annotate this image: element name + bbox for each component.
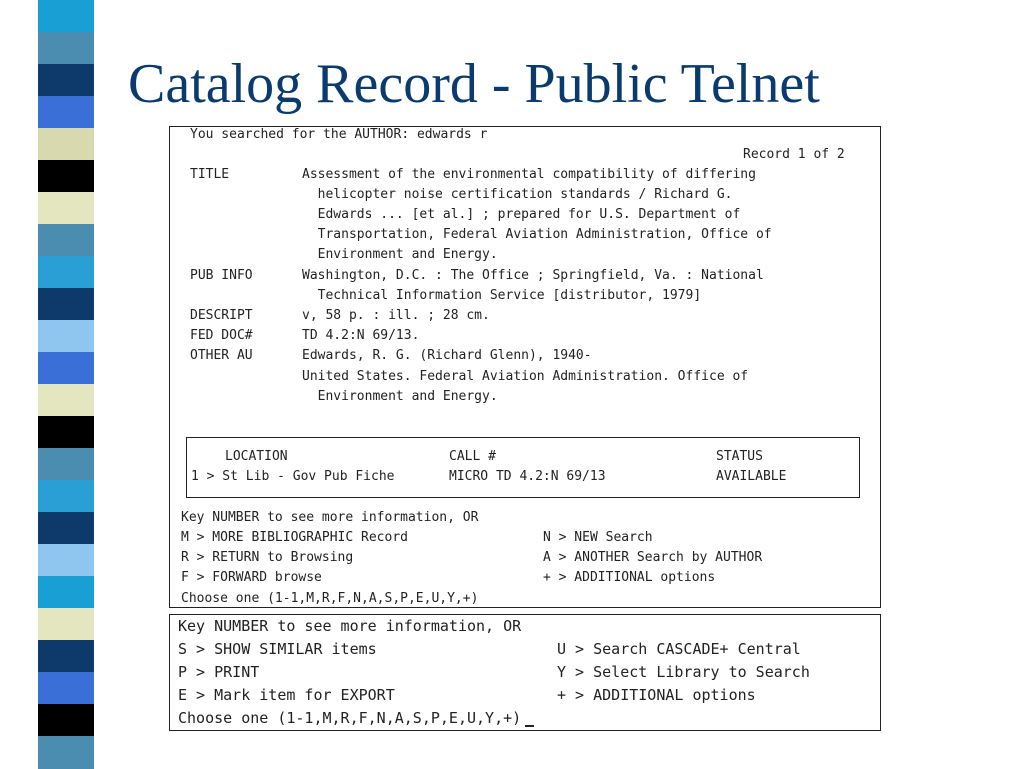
strip-square [38,416,94,449]
strip-square [38,640,94,673]
strip-square [38,352,94,385]
strip-square [38,64,94,97]
field-value-line: Environment and Energy. [302,247,498,262]
strip-square [38,160,94,193]
field-label-title: TITLE [190,167,230,182]
strip-square [38,192,94,225]
field-label-descript: DESCRIPT [190,308,253,323]
strip-square [38,512,94,545]
field-label-pub-info: PUB INFO [190,268,253,283]
strip-square [38,576,94,609]
record-count: Record 1 of 2 [743,147,845,162]
menu-intro: Key NUMBER to see more information, OR [178,617,522,635]
holdings-header-call: CALL # [449,449,496,464]
catalog-record-screen [169,126,881,608]
field-value-line: TD 4.2:N 69/13. [302,328,420,343]
menu-option[interactable]: U > Search CASCADE+ Central [557,640,801,658]
strip-square [38,736,94,769]
holdings-header-status: STATUS [716,449,763,464]
strip-square [38,544,94,577]
options-menu-screen [169,614,881,731]
decorative-color-strip [0,0,120,768]
field-value-line: helicopter noise certification standards / Richard G. [302,187,733,202]
menu-option[interactable]: F > FORWARD browse [181,570,322,585]
strip-square [38,128,94,161]
holdings-row-location[interactable]: 1 > St Lib - Gov Pub Fiche [191,469,395,484]
field-value-line: Edwards ... [et al.] ; prepared for U.S. Department of [302,207,741,222]
strip-square [38,32,94,65]
strip-square [38,608,94,641]
command-prompt[interactable] [178,707,534,730]
field-label-other-au: OTHER AU [190,348,253,363]
field-value-line: Environment and Energy. [302,389,498,404]
menu-option[interactable]: + > ADDITIONAL options [543,570,716,585]
strip-square [38,96,94,129]
strip-square [38,320,94,353]
strip-square [38,672,94,705]
menu-option[interactable]: P > PRINT [178,663,260,681]
slide-title: Catalog Record - Public Telnet [128,53,820,115]
strip-square [38,224,94,257]
holdings-row-status: AVAILABLE [716,469,787,484]
strip-square [38,704,94,737]
menu-option[interactable]: M > MORE BIBLIOGRAPHIC Record [181,530,408,545]
field-value-line: Technical Information Service [distributor, 1979] [302,288,702,303]
menu-prompt: Choose one (1-1,M,R,F,N,A,S,P,E,U,Y,+) [181,591,479,606]
holdings-table [186,437,860,498]
menu-option[interactable]: N > NEW Search [543,530,653,545]
strip-square [38,448,94,481]
holdings-row-call-number: MICRO TD 4.2:N 69/13 [449,469,606,484]
menu-option[interactable]: Y > Select Library to Search [557,663,810,681]
field-label-fed-doc: FED DOC# [190,328,253,343]
strip-square [38,480,94,513]
strip-square [38,0,94,33]
text-cursor [525,725,534,727]
prompt-text: Choose one (1-1,M,R,F,N,A,S,P,E,U,Y,+) [178,709,522,727]
menu-intro: Key NUMBER to see more information, OR [181,510,479,525]
holdings-header-location: LOCATION [225,449,288,464]
menu-option[interactable]: E > Mark item for EXPORT [178,686,395,704]
strip-square [38,288,94,321]
field-value-line: Edwards, R. G. (Richard Glenn), 1940- [302,348,592,363]
menu-option[interactable]: S > SHOW SIMILAR items [178,640,377,658]
strip-square [38,256,94,289]
menu-option[interactable]: R > RETURN to Browsing [181,550,354,565]
field-value-line: United States. Federal Aviation Administration. Office of [302,369,749,384]
menu-option[interactable]: + > ADDITIONAL options [557,686,756,704]
field-value-line: v, 58 p. : ill. ; 28 cm. [302,308,490,323]
search-summary: You searched for the AUTHOR: edwards r [190,127,488,142]
menu-option[interactable]: A > ANOTHER Search by AUTHOR [543,550,763,565]
strip-square [38,384,94,417]
field-value-line: Washington, D.C. : The Office ; Springfield, Va. : National [302,268,764,283]
field-value-line: Transportation, Federal Aviation Administration, Office of [302,227,772,242]
field-value-line: Assessment of the environmental compatibility of differing [302,167,756,182]
